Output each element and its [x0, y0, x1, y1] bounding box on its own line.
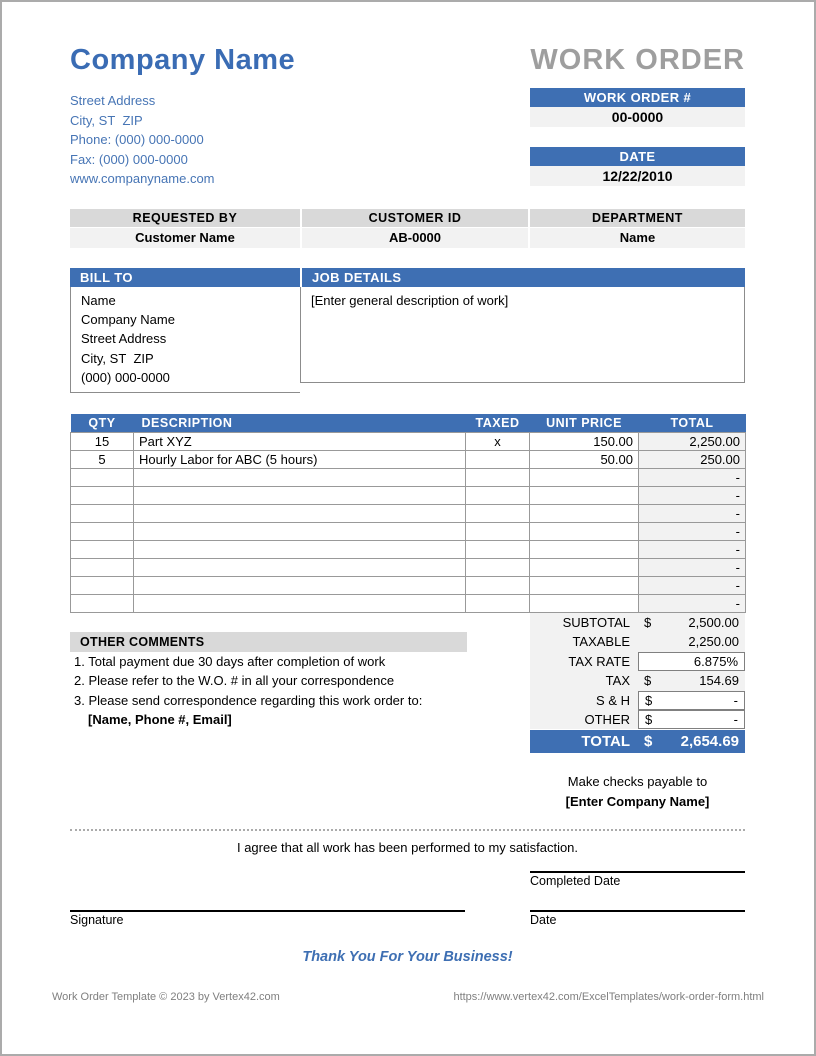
- unit-price-cell[interactable]: [530, 469, 639, 487]
- taxable-amount: 2,250.00: [688, 634, 739, 650]
- tax-rate-row: [530, 652, 745, 671]
- qty-cell[interactable]: 5: [71, 451, 134, 469]
- description-cell[interactable]: [134, 559, 466, 577]
- work-order-meta: [530, 44, 745, 189]
- total-cell: -: [639, 523, 746, 541]
- taxed-column-header: TAXED: [466, 414, 530, 433]
- bill-to-box[interactable]: [70, 287, 300, 393]
- footer-link[interactable]: https://www.vertex42.com/ExcelTemplates/work-order-form.html: [453, 991, 764, 1003]
- unit-price-cell[interactable]: [530, 523, 639, 541]
- qty-cell[interactable]: [71, 469, 134, 487]
- company-phone: Phone: (000) 000-0000: [70, 132, 204, 147]
- qty-cell[interactable]: [71, 559, 134, 577]
- taxed-cell[interactable]: [466, 559, 530, 577]
- taxable-row: [530, 632, 745, 651]
- dotted-divider: [70, 829, 745, 831]
- table-row: [71, 433, 746, 451]
- document-content: [70, 44, 745, 971]
- job-details-header: JOB DETAILS: [302, 268, 745, 287]
- unit-price-cell[interactable]: [530, 577, 639, 595]
- tax-rate-field[interactable]: [638, 652, 745, 671]
- company-street: Street Address: [70, 93, 156, 108]
- other-charges-amount: -: [733, 711, 738, 727]
- currency-symbol: $: [644, 615, 652, 631]
- qty-cell[interactable]: [71, 595, 134, 613]
- taxed-cell[interactable]: [466, 469, 530, 487]
- shipping-handling-row: [530, 691, 745, 710]
- payee-placeholder: [Enter Company Name]: [565, 794, 710, 810]
- billing-section: [70, 268, 745, 393]
- description-cell[interactable]: [134, 595, 466, 613]
- subtotal-amount: 2,500.00: [688, 615, 739, 631]
- company-name: Company Name: [70, 44, 296, 76]
- taxed-cell[interactable]: [466, 577, 530, 595]
- document-title: WORK ORDER: [530, 44, 745, 76]
- description-cell[interactable]: [134, 523, 466, 541]
- tax-rate-label: TAX RATE: [530, 652, 638, 671]
- shipping-handling-label: S & H: [530, 691, 638, 710]
- date-line[interactable]: Date: [530, 910, 745, 927]
- total-cell: -: [639, 505, 746, 523]
- items-table: [70, 414, 746, 614]
- comments-and-totals: [70, 613, 745, 812]
- description-cell[interactable]: [134, 505, 466, 523]
- bill-to-city: City, ST ZIP: [81, 350, 154, 366]
- bill-to-header: BILL TO: [70, 268, 300, 287]
- other-charges-field[interactable]: [638, 710, 745, 729]
- grand-total-label: TOTAL: [581, 733, 630, 751]
- total-cell: -: [639, 595, 746, 613]
- other-charges-label: OTHER: [530, 710, 638, 729]
- subtotal-value: [638, 613, 745, 632]
- table-row: [71, 577, 746, 595]
- items-table-header-row: [71, 414, 746, 433]
- shipping-handling-amount: -: [733, 692, 738, 708]
- customer-id-column: [302, 209, 528, 248]
- total-cell: -: [639, 487, 746, 505]
- taxed-cell[interactable]: [466, 451, 530, 469]
- company-website: www.companyname.com: [70, 171, 215, 186]
- thank-you-message: Thank You For Your Business!: [302, 949, 513, 966]
- other-charges-row: [530, 710, 745, 729]
- taxed-cell[interactable]: [466, 505, 530, 523]
- taxable-value: [638, 632, 745, 651]
- unit-price-cell[interactable]: [530, 487, 639, 505]
- unit-price-cell[interactable]: [530, 541, 639, 559]
- company-city: City, ST ZIP: [70, 112, 143, 128]
- footer-copyright: Work Order Template © 2023 by Vertex42.com: [52, 991, 280, 1003]
- qty-cell[interactable]: 15: [71, 433, 134, 451]
- taxed-cell[interactable]: [466, 523, 530, 541]
- subtotal-label: SUBTOTAL: [530, 613, 638, 632]
- grand-total-value: [638, 730, 745, 753]
- bill-to-phone: (000) 000-0000: [81, 370, 170, 386]
- comment-contact-placeholder: [Name, Phone #, Email]: [88, 712, 232, 728]
- currency-symbol: $: [645, 692, 653, 708]
- shipping-handling-field[interactable]: [638, 691, 745, 710]
- department-header: DEPARTMENT: [530, 209, 745, 228]
- requested-by-header: REQUESTED BY: [70, 209, 300, 228]
- taxed-cell[interactable]: [466, 487, 530, 505]
- customer-id-header: CUSTOMER ID: [302, 209, 528, 228]
- tax-amount: 154.69: [699, 673, 739, 689]
- company-fax: Fax: (000) 000-0000: [70, 151, 188, 167]
- taxable-label: TAXABLE: [530, 632, 638, 651]
- total-cell: -: [639, 577, 746, 595]
- description-cell[interactable]: Hourly Labor for ABC (5 hours): [134, 451, 466, 469]
- total-cell: 250.00: [639, 451, 746, 469]
- agreement-statement: I agree that all work has been performed to my satisfaction.: [236, 840, 579, 856]
- total-column-header: TOTAL: [639, 414, 746, 433]
- qty-column-header: QTY: [71, 414, 134, 433]
- table-row: [71, 541, 746, 559]
- description-cell[interactable]: [134, 577, 466, 595]
- other-comments-block: [70, 632, 467, 812]
- unit-price-cell[interactable]: 150.00: [530, 433, 639, 451]
- tax-label: TAX: [530, 671, 638, 690]
- total-cell: 2,250.00: [639, 433, 746, 451]
- table-row: [71, 523, 746, 541]
- bill-to-street: Street Address: [81, 331, 167, 347]
- description-cell[interactable]: [134, 487, 466, 505]
- company-block: [70, 44, 295, 189]
- comment-line-3: 3. Please send correspondence regarding this work order to:: [74, 692, 423, 708]
- description-cell[interactable]: Part XYZ: [134, 433, 466, 451]
- table-row: [71, 451, 746, 469]
- tax-row: [530, 671, 745, 690]
- table-row: [71, 487, 746, 505]
- taxed-cell[interactable]: [466, 595, 530, 613]
- grand-total-amount: 2,654.69: [680, 733, 739, 751]
- signature-line[interactable]: Signature: [70, 910, 465, 927]
- table-row: [71, 595, 746, 613]
- qty-cell[interactable]: [71, 541, 134, 559]
- make-checks-note: [530, 772, 745, 812]
- taxed-cell[interactable]: [466, 541, 530, 559]
- description-column-header: DESCRIPTION: [134, 414, 466, 433]
- completed-date-line[interactable]: Completed Date: [530, 871, 745, 888]
- currency-symbol: $: [645, 711, 653, 727]
- job-details-box[interactable]: [300, 287, 745, 383]
- tax-value: [638, 671, 745, 690]
- description-cell[interactable]: [134, 541, 466, 559]
- work-order-number-value[interactable]: 00-0000: [530, 107, 745, 127]
- document-header: [70, 44, 745, 189]
- taxed-cell[interactable]: x: [466, 433, 530, 451]
- tax-rate-amount: 6.875%: [693, 653, 738, 669]
- date-value[interactable]: 12/22/2010: [530, 166, 745, 186]
- currency-symbol: $: [644, 673, 652, 689]
- requested-by-value[interactable]: Customer Name: [70, 228, 300, 248]
- signature-area: [70, 871, 745, 971]
- qty-cell[interactable]: [71, 487, 134, 505]
- department-value[interactable]: Name: [530, 228, 745, 248]
- customer-id-value[interactable]: AB-0000: [302, 228, 528, 248]
- table-row: [71, 559, 746, 577]
- total-cell: -: [639, 559, 746, 577]
- unit-price-cell[interactable]: [530, 505, 639, 523]
- unit-price-cell[interactable]: 50.00: [530, 451, 639, 469]
- table-row: [71, 469, 746, 487]
- unit-price-column-header: UNIT PRICE: [530, 414, 639, 433]
- total-cell: -: [639, 541, 746, 559]
- comment-line-2: 2. Please refer to the W.O. # in all your correspondence: [74, 673, 395, 689]
- bill-to-company: Company Name: [81, 311, 175, 327]
- job-details-placeholder: [Enter general description of work]: [311, 292, 509, 308]
- unit-price-cell[interactable]: [530, 595, 639, 613]
- qty-cell[interactable]: [71, 523, 134, 541]
- bill-to-name: Name: [81, 292, 116, 308]
- comment-line-1: 1. Total payment due 30 days after completion of work: [74, 654, 386, 670]
- make-checks-text: Make checks payable to: [567, 774, 708, 790]
- qty-cell[interactable]: [71, 505, 134, 523]
- qty-cell[interactable]: [71, 577, 134, 595]
- request-info-strip: [70, 209, 745, 248]
- totals-block: [530, 613, 745, 812]
- description-cell[interactable]: [134, 469, 466, 487]
- table-row: [71, 505, 746, 523]
- page-footer: [2, 991, 814, 1003]
- currency-symbol: $: [644, 733, 653, 751]
- total-cell: -: [639, 469, 746, 487]
- date-header: DATE: [530, 147, 745, 166]
- requested-by-column: [70, 209, 300, 248]
- other-comments-header: OTHER COMMENTS: [70, 632, 467, 652]
- department-column: [530, 209, 745, 248]
- grand-total-row: [530, 730, 745, 753]
- work-order-number-header: WORK ORDER #: [530, 88, 745, 107]
- subtotal-row: [530, 613, 745, 632]
- unit-price-cell[interactable]: [530, 559, 639, 577]
